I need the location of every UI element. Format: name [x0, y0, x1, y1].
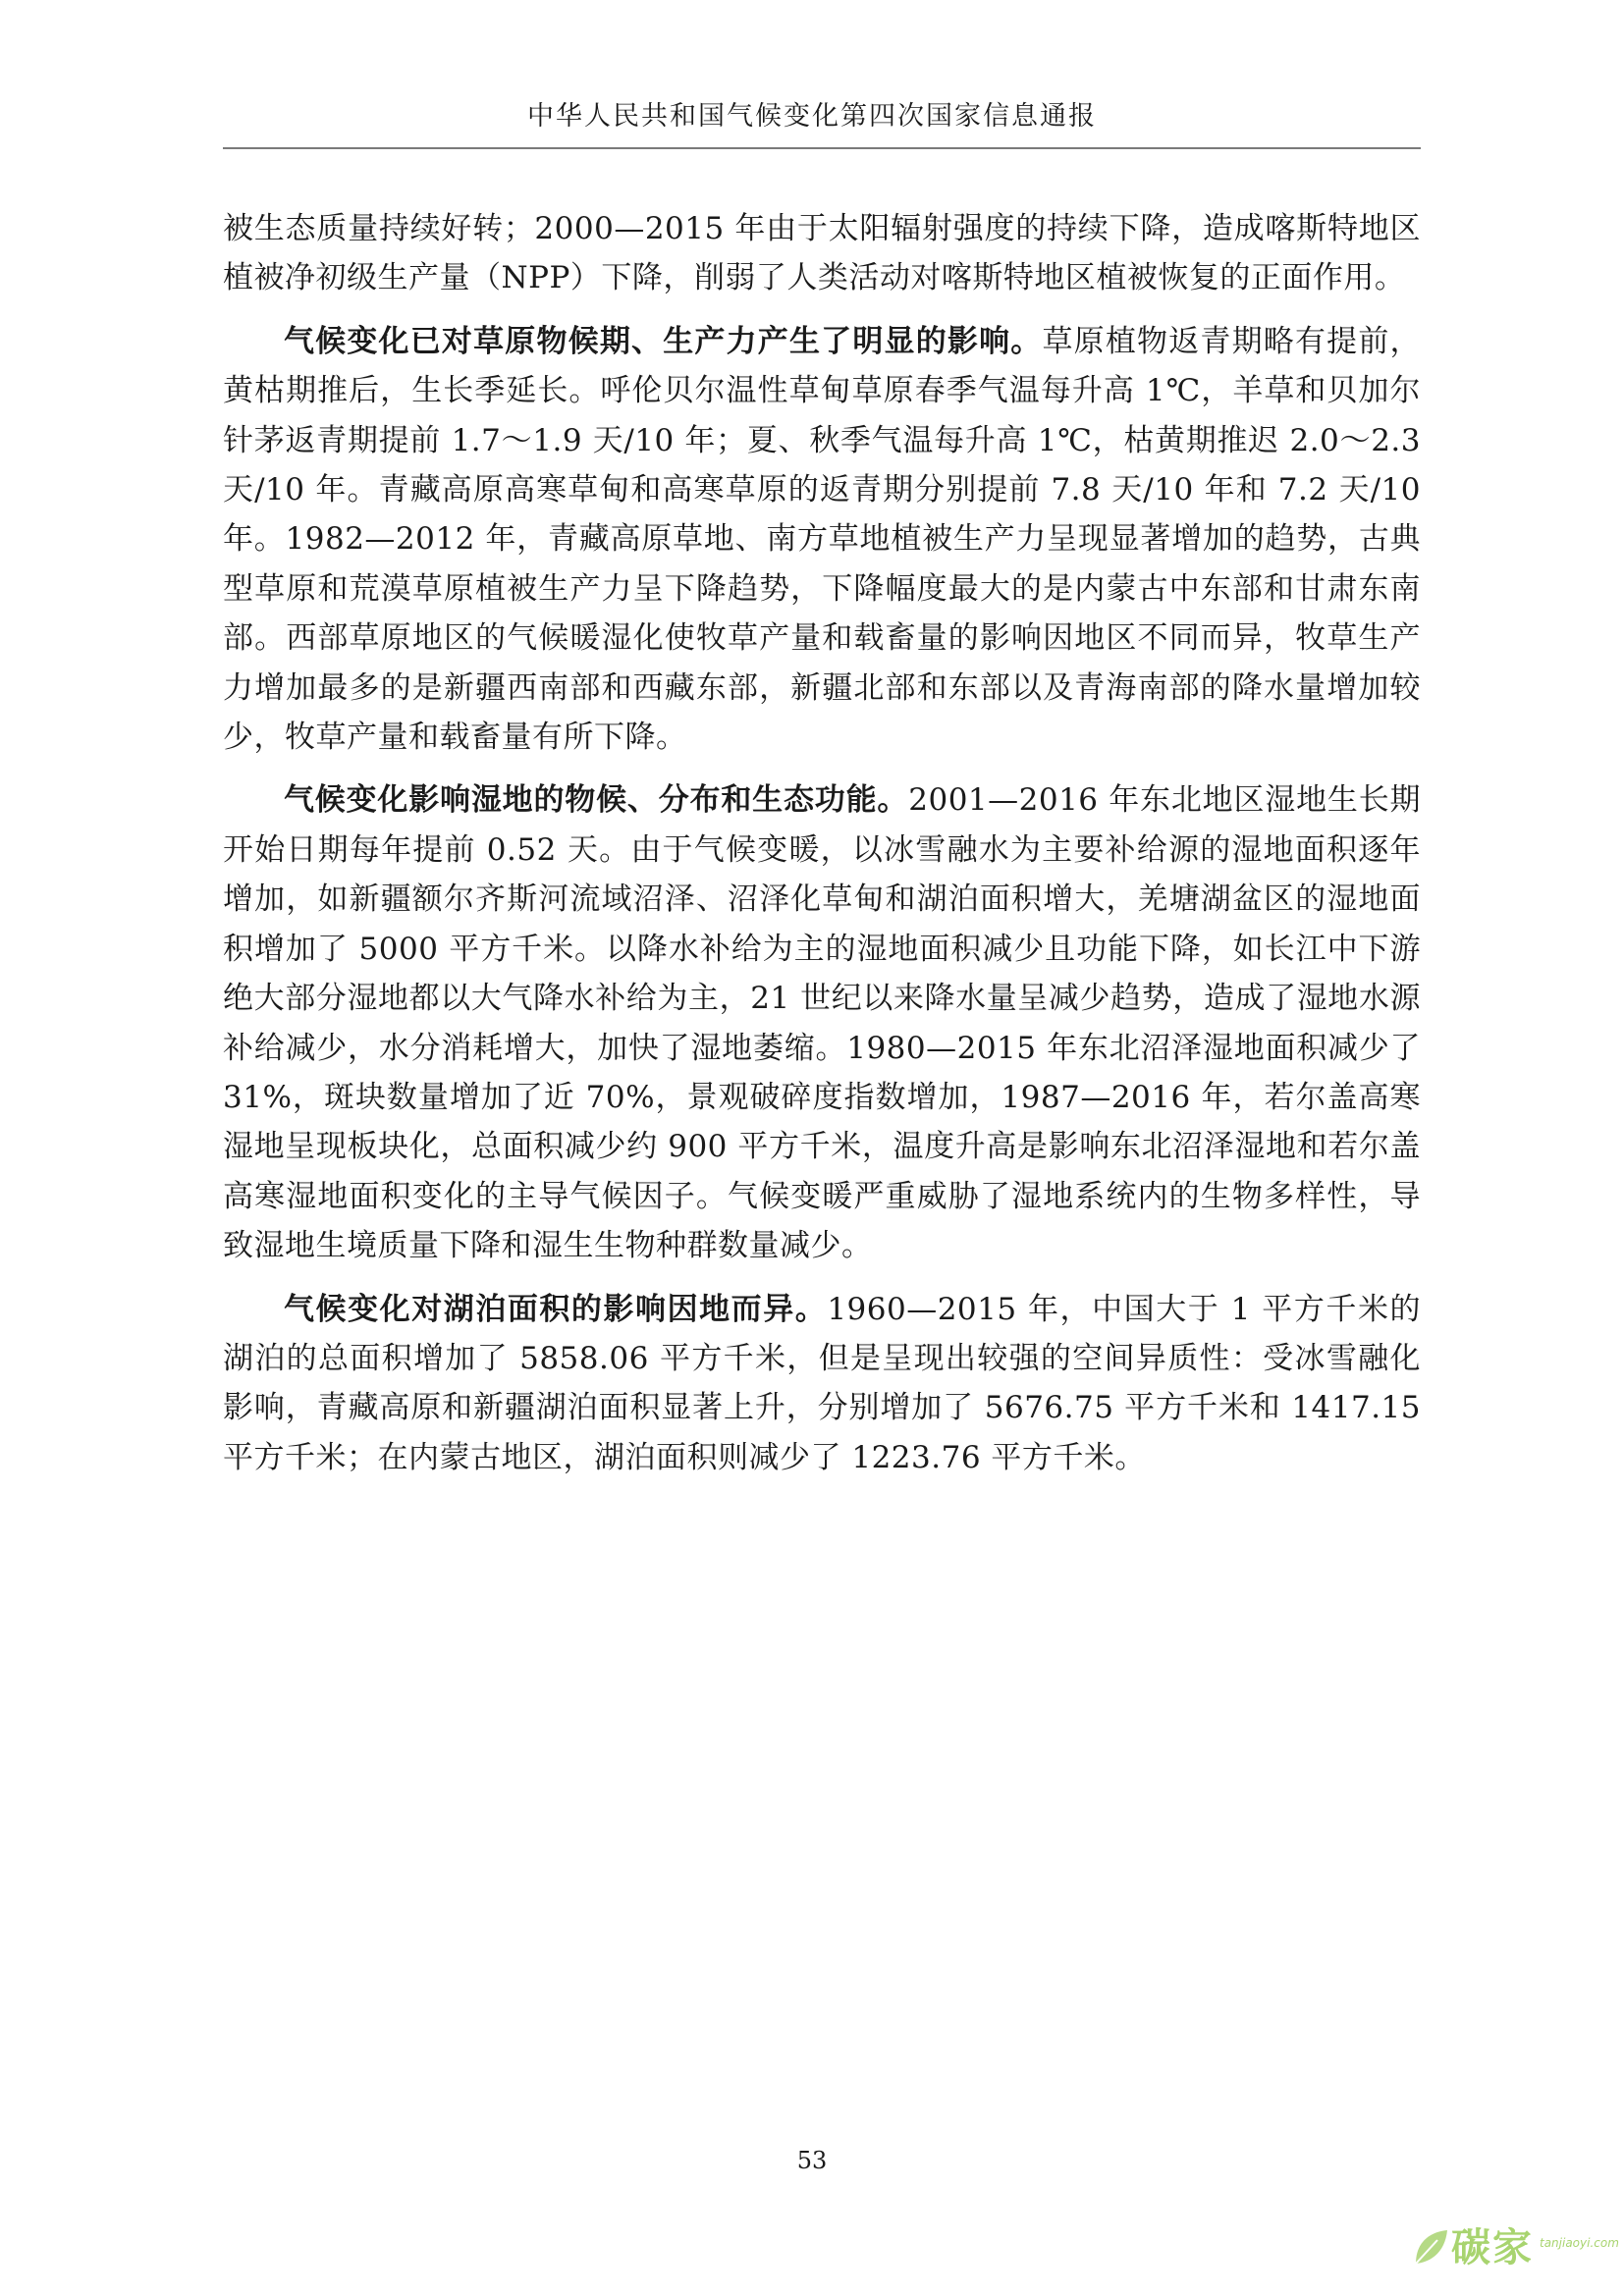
body-text	[223, 204, 1421, 1496]
paragraph-grassland	[223, 317, 1421, 763]
paragraph-text: 被生态质量持续好转；2000—2015 年由于太阳辐射强度的持续下降，造成喀斯特地区植被净初级生产量（NPP）下降，削弱了人类活动对喀斯特地区植被恢复的正面作用。	[223, 211, 1421, 296]
running-header: 中华人民共和国气候变化第四次国家信息通报	[527, 101, 1097, 132]
paragraph-lead: 气候变化已对草原物候期、生产力产生了明显的影响。	[284, 323, 1043, 359]
header-divider	[223, 147, 1421, 149]
leaf-icon	[1408, 2226, 1451, 2269]
paragraph-text: 草原植物返青期略有提前，黄枯期推后，生长季延长。呼伦贝尔温性草甸草原春季气温每升高 1℃，羊草和贝加尔针茅返青期提前 1.7～1.9 天/10 年；夏、秋季气温每升高 1℃，枯黄期推迟 2.0～2.3 天/10 年。青藏高原高寒草甸和高寒草原的返青期分别提前 7.8 天/10 年和 7.2 天/10 年。1982—2012 年，青藏高原草地、南方草地植被生产力呈现显著增加的趋势，古典型草原和荒漠草原植被生产力呈下降趋势，下降幅度最大的是内蒙古中东部和甘肃东南部。西部草原地区的气候暖湿化使牧草产量和载畜量的影响因地区不同而异，牧草生产力增加最多的是新疆西南部和西藏东部，新疆北部和东部以及青海南部的降水量增加较少，牧草产量和载畜量有所下降。	[223, 323, 1422, 756]
paragraph-wetland	[223, 775, 1421, 1270]
watermark-brand: 碳家	[1451, 2225, 1534, 2270]
page-number: 53	[796, 2147, 828, 2174]
paragraph-lakes	[223, 1285, 1421, 1483]
paragraph-lead: 气候变化对湖泊面积的影响因地而异。	[284, 1291, 828, 1327]
watermark-logo	[1408, 2226, 1619, 2269]
paragraph-lead: 气候变化影响湿地的物候、分布和生态功能。	[284, 782, 909, 819]
watermark-domain: tanjiaoyi.com	[1540, 2236, 1619, 2250]
paragraph-text: 1960—2015 年，中国大于 1 平方千米的湖泊的总面积增加了 5858.06 平方千米，但是呈现出较强的空间异质性：受冰雪融化影响，青藏高原和新疆湖泊面积显著上升，分别增加了 5676.75 平方千米和 1417.15 平方千米；在内蒙古地区，湖泊面积则减少了 1223.76 平方千米。	[223, 1291, 1421, 1475]
paragraph-text: 2001—2016 年东北地区湿地生长期开始日期每年提前 0.52 天。由于气候变暖，以冰雪融水为主要补给源的湿地面积逐年增加，如新疆额尔齐斯河流域沼泽、沼泽化草甸和湖泊面积增大，羌塘湖盆区的湿地面积增加了 5000 平方千米。以降水补给为主的湿地面积减少且功能下降，如长江中下游绝大部分湿地都以大气降水补给为主，21 世纪以来降水量呈减少趋势，造成了湿地水源补给减少，水分消耗增大，加快了湿地萎缩。1980—2015 年东北沼泽湿地面积减少了 31%，斑块数量增加了近 70%，景观破碎度指数增加，1987—2016 年，若尔盖高寒湿地呈现板块化，总面积减少约 900 平方千米，温度升高是影响东北沼泽湿地和若尔盖高寒湿地面积变化的主导气候因子。气候变暖严重威胁了湿地系统内的生物多样性，导致湿地生境质量下降和湿生生物种群数量减少。	[223, 782, 1422, 1264]
paragraph-continuation	[223, 204, 1421, 303]
